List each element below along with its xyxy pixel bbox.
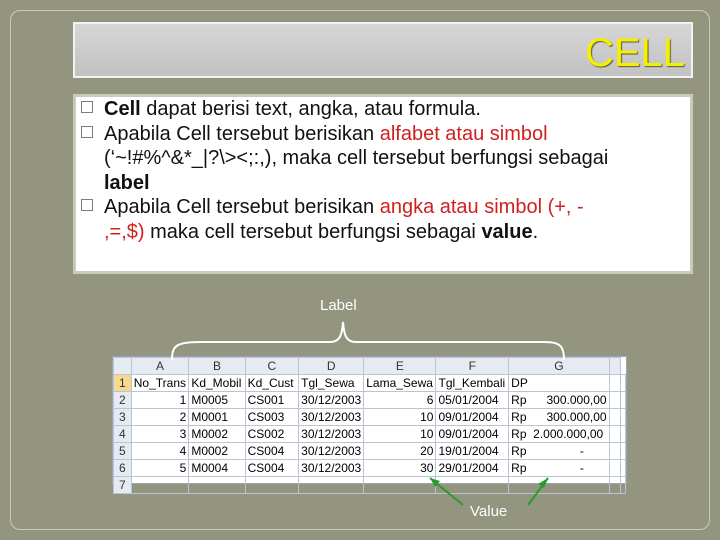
checkbox-bullet-icon [81,126,93,138]
cell[interactable]: 05/01/2004 [436,392,509,409]
bullet-list [81,97,691,244]
cell[interactable] [609,392,620,409]
cell[interactable]: 30/12/2003 [299,443,364,460]
bullet-text: dapat berisi text, angka, atau formula. [140,98,481,120]
cell[interactable]: 10 [364,409,436,426]
cell[interactable]: Rp 300.000,00 [509,392,609,409]
bullet-text: value [481,220,533,243]
row-header[interactable]: 7 [114,477,132,494]
cell[interactable]: M0005 [189,392,245,409]
column-header-row [114,358,626,375]
cell[interactable]: 1 [131,392,189,409]
cell[interactable]: M0002 [189,443,245,460]
row-header[interactable]: 2 [114,392,132,409]
table-row [114,409,626,426]
bullet-text: angka atau simbol (+, - [379,196,584,218]
table-row [114,392,626,409]
bullet-text: Apabila Cell tersebut berisikan [104,196,380,218]
cell[interactable]: M0001 [189,409,245,426]
cell[interactable]: 4 [131,443,189,460]
row-header[interactable]: 3 [114,409,132,426]
cell[interactable]: Tgl_Kembali [436,375,509,392]
cell[interactable] [621,392,626,409]
spreadsheet-grid [113,357,626,494]
cell[interactable]: 30/12/2003 [299,460,364,477]
cell[interactable]: 2 [131,409,189,426]
cell[interactable]: Rp - [509,443,609,460]
cell[interactable]: CS004 [245,460,299,477]
cell[interactable]: 10 [364,426,436,443]
cell[interactable]: M0004 [189,460,245,477]
cell[interactable]: 30/12/2003 [299,426,364,443]
checkbox-bullet-icon [81,199,93,211]
cell[interactable]: 5 [131,460,189,477]
cell[interactable] [609,375,620,392]
table-row [114,426,626,443]
cell[interactable] [621,426,626,443]
table-row [114,460,626,477]
column-header[interactable]: C [245,358,299,375]
cell[interactable]: Rp 300.000,00 [509,409,609,426]
table-row [114,375,626,392]
row-header[interactable]: 5 [114,443,132,460]
cell[interactable]: CS001 [245,392,299,409]
bullet-text: alfabet atau simbol [379,122,548,145]
cell[interactable]: Lama_Sewa [364,375,436,392]
bullet-item [81,97,691,122]
cell[interactable] [245,477,299,494]
bullet-text: . [532,220,539,243]
bullet-item [81,122,691,147]
cell[interactable]: Kd_Mobil [189,375,245,392]
cell[interactable] [609,477,620,494]
cell[interactable] [621,443,626,460]
cell[interactable]: No_Trans [131,375,189,392]
title-bar [73,22,693,78]
column-header[interactable]: G [509,358,609,375]
column-header[interactable]: A [131,358,189,375]
cell[interactable]: 3 [131,426,189,443]
checkbox-bullet-icon [81,101,93,113]
column-header[interactable]: E [364,358,436,375]
row-header[interactable]: 6 [114,460,132,477]
cell[interactable] [436,477,509,494]
cell[interactable] [621,409,626,426]
select-all-corner[interactable] [114,358,132,375]
bullet-continuation [81,146,691,171]
table-row [114,477,626,494]
cell[interactable] [621,477,626,494]
value-callout: Value [470,503,508,520]
cell[interactable]: 09/01/2004 [436,409,509,426]
cell[interactable] [609,409,620,426]
spreadsheet [112,356,627,492]
cell[interactable] [621,460,626,477]
bullet-text: Cell [104,98,141,120]
cell[interactable]: 29/01/2004 [436,460,509,477]
cell[interactable]: 19/01/2004 [436,443,509,460]
cell[interactable]: CS004 [245,443,299,460]
cell[interactable] [609,460,620,477]
label-callout: Label [320,297,357,314]
row-header[interactable]: 4 [114,426,132,443]
cell[interactable]: 30/12/2003 [299,392,364,409]
cell[interactable] [509,477,609,494]
bullet-text: Apabila Cell tersebut berisikan [104,122,380,145]
column-header[interactable]: D [299,358,364,375]
cell[interactable]: 30/12/2003 [299,409,364,426]
cell[interactable]: DP [509,375,609,392]
bullet-text: label [104,171,150,194]
table-row [114,443,626,460]
cell[interactable] [621,375,626,392]
column-header[interactable]: B [189,358,245,375]
cell[interactable]: 6 [364,392,436,409]
slide-title: CELL [584,31,685,75]
cell[interactable] [609,426,620,443]
cell[interactable]: 30 [364,460,436,477]
bullet-item [81,195,691,220]
column-header-overflow [609,358,620,375]
cell[interactable]: CS002 [245,426,299,443]
bullet-text: (‘~!#%^&*_|?\><;:,), maka cell tersebut berfungsi sebagai [104,147,609,169]
row-header[interactable]: 1 [114,375,132,392]
bullet-continuation [81,171,691,196]
cell[interactable]: M0002 [189,426,245,443]
cell[interactable] [364,477,436,494]
cell[interactable]: Tgl_Sewa [299,375,364,392]
cell[interactable] [299,477,364,494]
cell[interactable]: 20 [364,443,436,460]
bullet-text: ,=,$) [104,220,145,243]
column-header[interactable]: F [436,358,509,375]
cell[interactable]: Rp 2.000.000,00 [509,426,609,443]
cell[interactable]: 09/01/2004 [436,426,509,443]
bullet-continuation [81,220,691,245]
cell[interactable] [189,477,245,494]
cell[interactable]: CS003 [245,409,299,426]
cell[interactable]: Rp - [509,460,609,477]
bullet-text: maka cell tersebut berfungsi sebagai [144,220,482,243]
cell[interactable] [609,443,620,460]
cell[interactable]: Kd_Cust [245,375,299,392]
cell[interactable] [131,477,189,494]
